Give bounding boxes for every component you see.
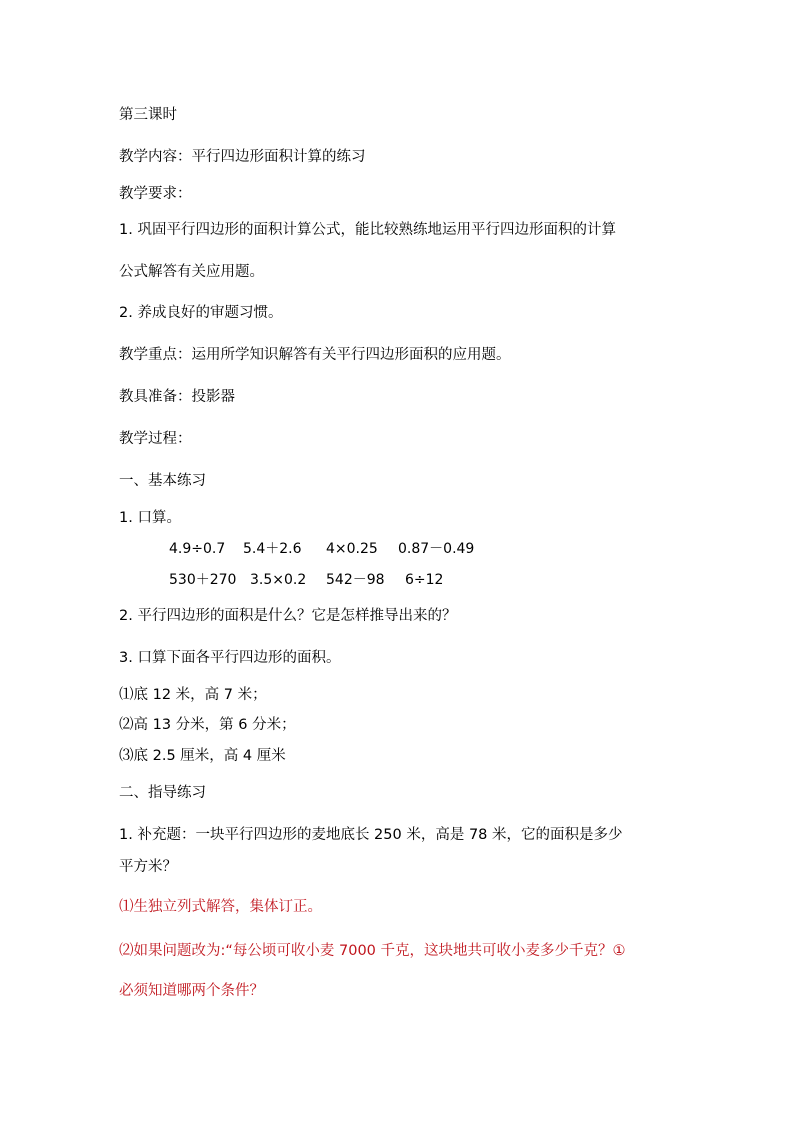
sub-item-1: ⑴底 12 米，高 7 米； — [119, 687, 267, 703]
guided-question-line-2: 平方米？ — [119, 859, 177, 875]
requirement-1-line-1: 1. 巩固平行四边形的面积计算公式，能比较熟练地运用平行四边形面积的计算 — [119, 222, 616, 238]
guided-question-line-1: 1. 补充题：一块平行四边形的麦地底长 250 米，高是 78 米，它的面积是多少 — [119, 827, 623, 843]
calc-expression: 530＋270 — [169, 572, 237, 588]
sub-item-2: ⑵高 13 分米，第 6 分米； — [119, 717, 296, 733]
item-area-calc: 3. 口算下面各平行四边形的面积。 — [119, 650, 341, 666]
calc-expression: 5.4＋2.6 — [243, 541, 302, 557]
item-mental-math: 1. 口算。 — [119, 510, 181, 526]
process-heading: 教学过程： — [119, 431, 192, 447]
calc-expression: 542－98 — [326, 572, 385, 588]
red-note-1: ⑴生独立列式解答，集体订正。 — [119, 899, 322, 915]
red-note-3: 必须知道哪两个条件？ — [119, 983, 264, 999]
lesson-title: 第三课时 — [119, 107, 177, 123]
section-basic-practice: 一、基本练习 — [119, 473, 206, 489]
requirement-2: 2. 养成良好的审题习惯。 — [119, 305, 283, 321]
teaching-content: 教学内容：平行四边形面积计算的练习 — [119, 149, 366, 165]
calc-expression: 0.87－0.49 — [398, 541, 475, 557]
requirements-heading: 教学要求： — [119, 186, 192, 202]
calc-row-1 — [169, 539, 474, 559]
section-guided-practice: 二、指导练习 — [119, 785, 206, 801]
requirement-1-line-2: 公式解答有关应用题。 — [119, 264, 264, 280]
key-point: 教学重点：运用所学知识解答有关平行四边形面积的应用题。 — [119, 347, 511, 363]
calc-row-2 — [169, 570, 443, 590]
calc-expression: 4×0.25 — [326, 541, 378, 557]
red-note-2: ⑵如果问题改为:“每公顷可收小麦 7000 千克，这块地共可收小麦多少千克？① — [119, 943, 626, 959]
calc-expression: 6÷12 — [405, 572, 444, 588]
calc-expression: 3.5×0.2 — [250, 572, 307, 588]
calc-expression: 4.9÷0.7 — [169, 541, 226, 557]
teaching-tools: 教具准备：投影器 — [119, 389, 235, 405]
item-area-question: 2. 平行四边形的面积是什么？它是怎样推导出来的？ — [119, 608, 457, 624]
sub-item-3: ⑶底 2.5 厘米，高 4 厘米 — [119, 748, 286, 764]
